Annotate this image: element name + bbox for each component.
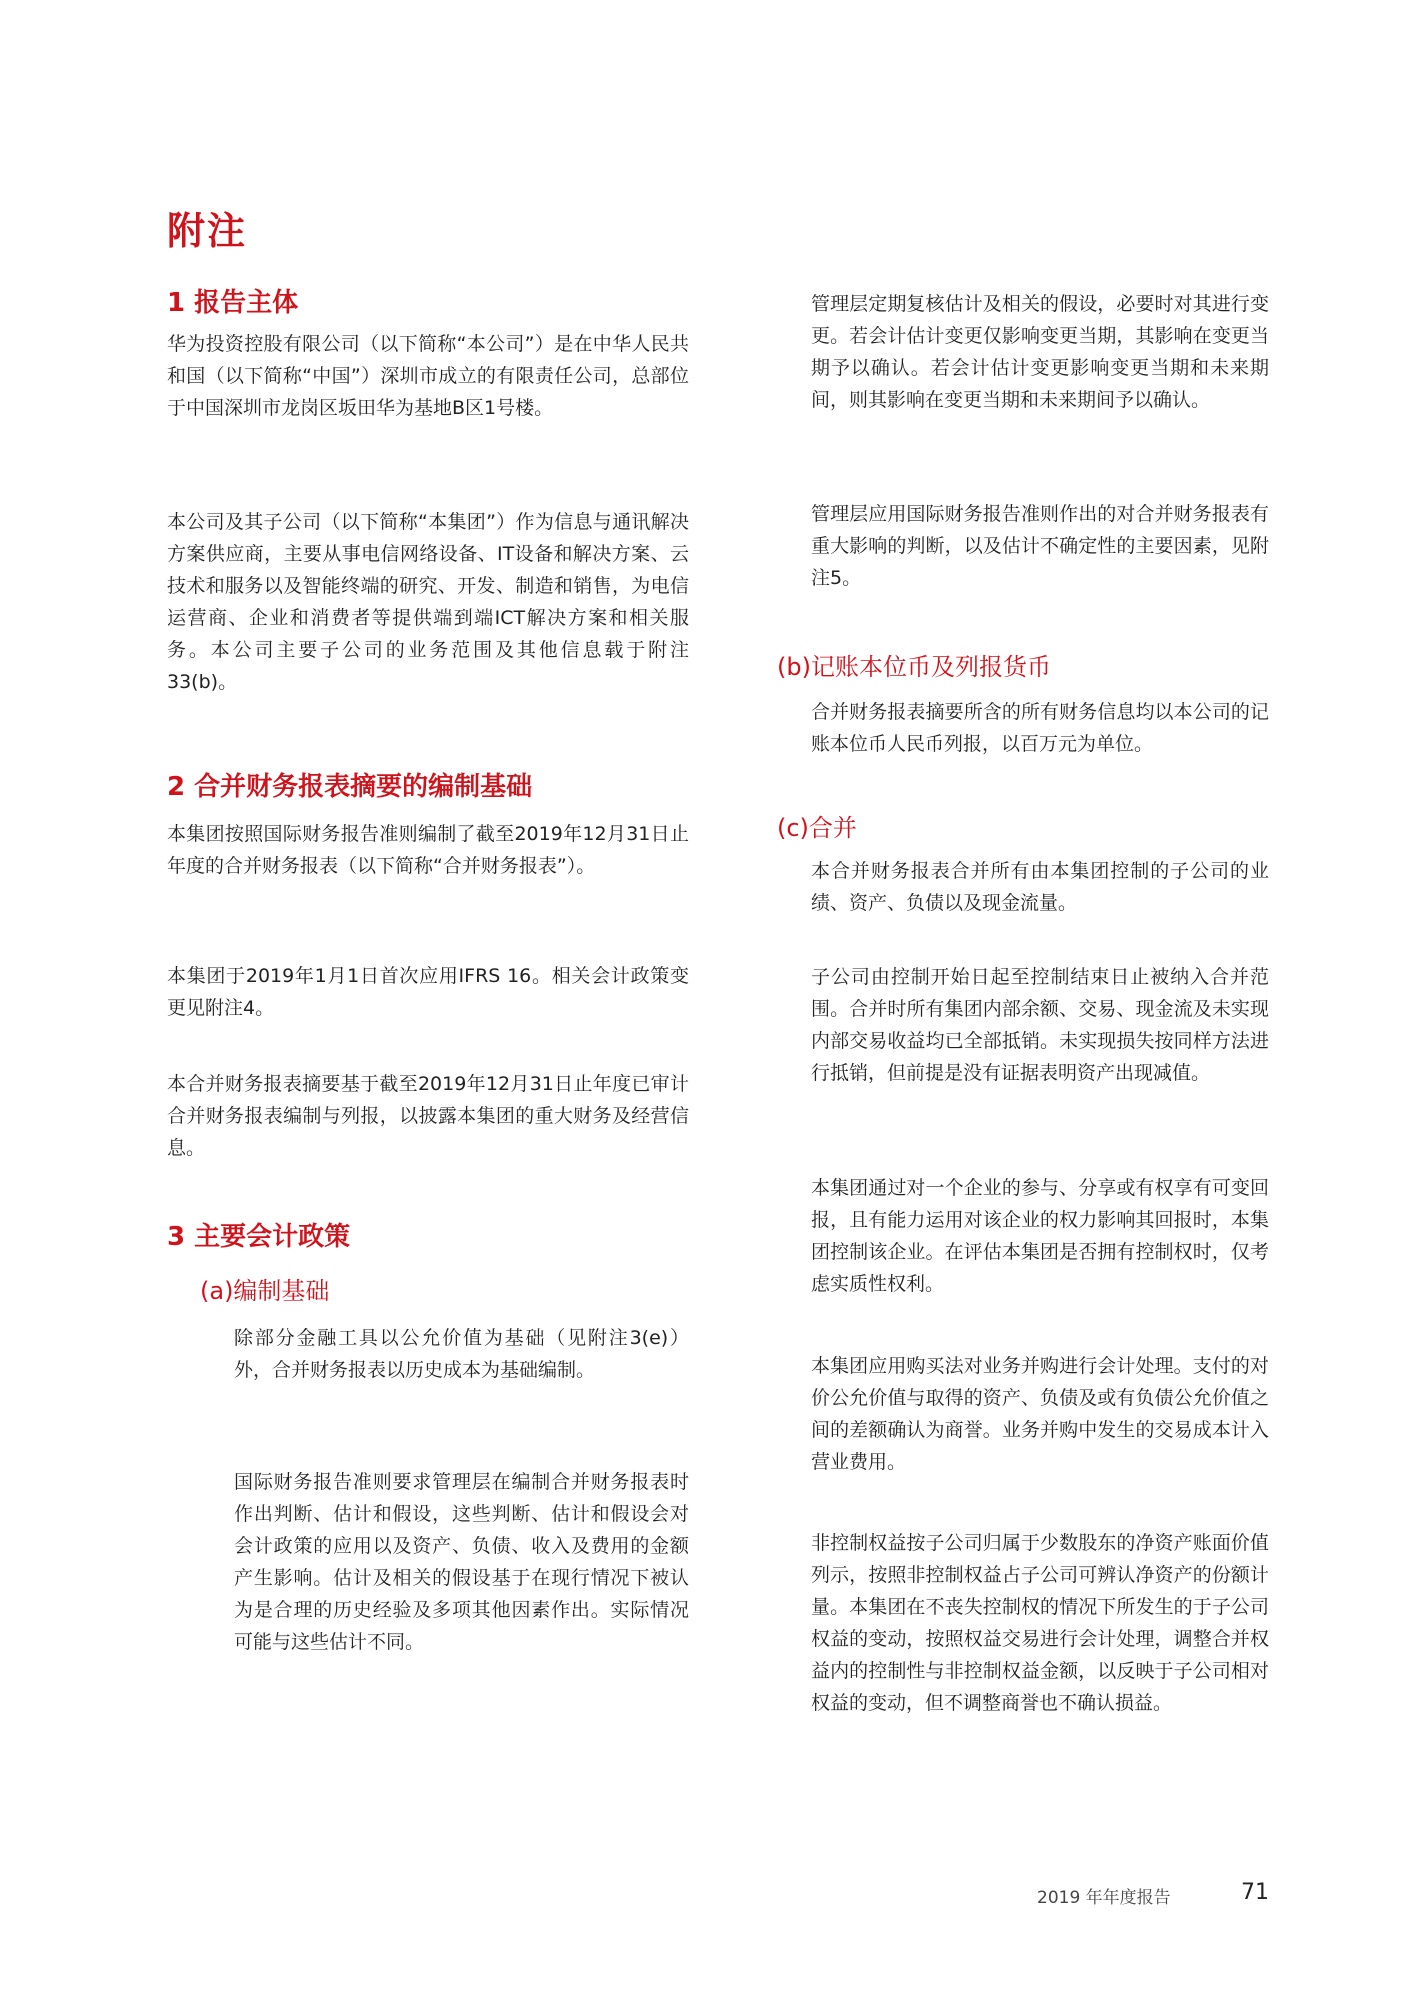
section-3c-paragraph-5: 非控制权益按子公司归属于少数股东的净资产账面价值列示，按照非控制权益占子公司可辨认净资产的份额计量。本集团在不丧失控制权的情况下所发生的于子公司权益的变动，按照权益交易进行会计处理，调整合并权益内的控制性与非控制权益金额，以反映于子公司相对权益的变动，但不调整商誉也不确认损益。	[811, 1532, 1269, 1714]
section-1-paragraph-2: 本公司及其子公司（以下简称“本集团”）作为信息与通讯解决方案供应商，主要从事电信网络设备、IT设备和解决方案、云技术和服务以及智能终端的研究、开发、制造和销售，为电信运营商、企业和消费者等提供端到端ICT解决方案和相关服务。本公司主要子公司的业务范围及其他信息载于附注33(b)。	[167, 511, 689, 693]
section-3a-paragraph-3: 管理层定期复核估计及相关的假设，必要时对其进行变更。若会计估计变更仅影响变更当期，其影响在变更当期予以确认。若会计估计变更影响变更当期和未来期间，则其影响在变更当期和未来期间予以确认。	[811, 293, 1269, 411]
section-3c-paragraph-1: 本合并财务报表合并所有由本集团控制的子公司的业绩、资产、负债以及现金流量。	[811, 860, 1269, 914]
section-3b-heading: (b)记账本位币及列报货币	[777, 653, 1051, 681]
section-2-paragraph-1: 本集团按照国际财务报告准则编制了截至2019年12月31日止年度的合并财务报表（以下简称“合并财务报表”）。	[167, 823, 689, 877]
footer-report-title: 2019 年年度报告	[1037, 1888, 1171, 1908]
section-3b-paragraph-1: 合并财务报表摘要所含的所有财务信息均以本公司的记账本位币人民币列报，以百万元为单位。	[811, 701, 1269, 755]
section-3c-paragraph-2: 子公司由控制开始日起至控制结束日止被纳入合并范围。合并时所有集团内部余额、交易、现金流及未实现内部交易收益均已全部抵销。未实现损失按同样方法进行抵销，但前提是没有证据表明资产出现减值。	[811, 966, 1269, 1084]
section-3-heading: 3 主要会计政策	[167, 1222, 351, 1252]
section-3a-paragraph-1: 除部分金融工具以公允价值为基础（见附注3(e)）外，合并财务报表以历史成本为基础编制。	[234, 1327, 689, 1381]
page-number: 71	[1241, 1880, 1269, 1905]
section-1-paragraph-1: 华为投资控股有限公司（以下简称“本公司”）是在中华人民共和国（以下简称“中国”）深圳市成立的有限责任公司，总部位于中国深圳市龙岗区坂田华为基地B区1号楼。	[167, 333, 689, 419]
section-3a-paragraph-4: 管理层应用国际财务报告准则作出的对合并财务报表有重大影响的判断，以及估计不确定性的主要因素，见附注5。	[811, 503, 1269, 589]
section-3c-paragraph-3: 本集团通过对一个企业的参与、分享或有权享有可变回报，且有能力运用对该企业的权力影响其回报时，本集团控制该企业。在评估本集团是否拥有控制权时，仅考虑实质性权利。	[811, 1177, 1269, 1295]
section-2-heading: 2 合并财务报表摘要的编制基础	[167, 772, 533, 802]
section-3c-heading: (c)合并	[777, 814, 857, 842]
section-2-paragraph-3: 本合并财务报表摘要基于截至2019年12月31日止年度已审计合并财务报表编制与列报，以披露本集团的重大财务及经营信息。	[167, 1073, 689, 1159]
section-2-paragraph-2: 本集团于2019年1月1日首次应用IFRS 16。相关会计政策变更见附注4。	[167, 965, 689, 1019]
section-3c-paragraph-4: 本集团应用购买法对业务并购进行会计处理。支付的对价公允价值与取得的资产、负债及或有负债公允价值之间的差额确认为商誉。业务并购中发生的交易成本计入营业费用。	[811, 1355, 1269, 1473]
section-1-heading: 1 报告主体	[167, 288, 299, 318]
section-3a-heading: (a)编制基础	[200, 1277, 330, 1305]
section-3a-paragraph-2: 国际财务报告准则要求管理层在编制合并财务报表时作出判断、估计和假设，这些判断、估计和假设会对会计政策的应用以及资产、负债、收入及费用的金额产生影响。估计及相关的假设基于在现行情况下被认为是合理的历史经验及多项其他因素作出。实际情况可能与这些估计不同。	[234, 1471, 689, 1653]
page-title: 附注	[167, 209, 248, 253]
